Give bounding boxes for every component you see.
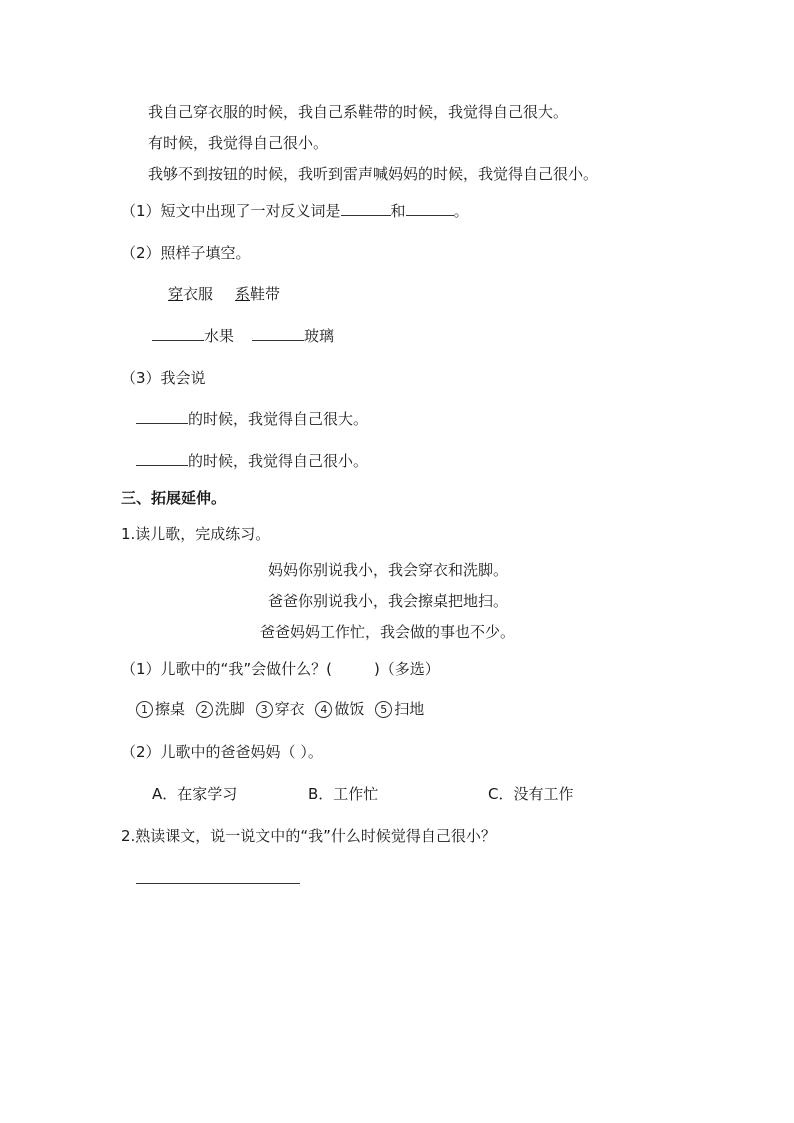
- poem-line-3: 爸爸妈妈工作忙，我会做的事也不少。: [260, 623, 516, 641]
- poem-line-1: 妈妈你别说我小，我会穿衣和洗脚。: [268, 561, 509, 579]
- option-4[interactable]: [315, 699, 364, 719]
- fill-row: [152, 326, 334, 346]
- option-5[interactable]: [375, 699, 424, 719]
- circled-number: 1: [136, 701, 153, 718]
- answer-blank[interactable]: [406, 201, 454, 216]
- question-1-mid: 和: [390, 202, 406, 220]
- circled-number: 2: [196, 701, 213, 718]
- task-1-question-1-prefix: （1）儿歌中的“我”会做什么？(: [121, 660, 332, 678]
- question-1-end: 。: [453, 202, 469, 220]
- example-1-verb: 穿: [168, 285, 184, 303]
- answer-line[interactable]: [136, 883, 300, 884]
- circled-number: 5: [375, 701, 392, 718]
- option-1[interactable]: [136, 699, 185, 719]
- example-row: [168, 284, 280, 304]
- question-3-line-2: [136, 451, 368, 471]
- option-label: 穿衣: [274, 700, 305, 718]
- question-2-title: （2）照样子填空。: [121, 244, 251, 262]
- question-3-line-2-text: 的时候，我觉得自己很小。: [188, 452, 369, 470]
- option-label: 扫地: [394, 700, 425, 718]
- answer-blank[interactable]: [341, 201, 391, 216]
- choice-c[interactable]: C．没有工作: [488, 785, 574, 803]
- option-2[interactable]: [196, 699, 245, 719]
- option-3[interactable]: [256, 699, 305, 719]
- choice-a[interactable]: A．在家学习: [152, 785, 238, 803]
- answer-blank[interactable]: [252, 326, 304, 341]
- poem-line-2: 爸爸你别说我小，我会擦桌把地扫。: [268, 592, 509, 610]
- options-row: [136, 699, 430, 719]
- circled-number: 3: [256, 701, 273, 718]
- question-1: [121, 201, 469, 221]
- question-3-title: （3）我会说: [121, 369, 206, 387]
- task-1-title: 1.读儿歌，完成练习。: [121, 525, 271, 543]
- option-label: 擦桌: [155, 700, 186, 718]
- task-1-question-1-suffix: )（多选）: [373, 660, 440, 678]
- answer-blank[interactable]: [136, 409, 188, 424]
- question-3-line-1-text: 的时候，我觉得自己很大。: [188, 410, 369, 428]
- section-3-title: 三、拓展延伸。: [121, 489, 227, 507]
- example-2-verb: 系: [235, 285, 251, 303]
- answer-blank[interactable]: [136, 451, 188, 466]
- task-1-question-1: [121, 659, 440, 679]
- option-label: 做饭: [334, 700, 365, 718]
- task-2-title: 2.熟读课文，说一说文中的“我”什么时候觉得自己很小？: [121, 827, 496, 845]
- choice-b[interactable]: B．工作忙: [308, 785, 379, 803]
- question-3-line-1: [136, 409, 368, 429]
- fill-1-word: 水果: [204, 327, 235, 345]
- circled-number: 4: [315, 701, 332, 718]
- fill-2-word: 玻璃: [304, 327, 335, 345]
- passage-line-2: 有时候，我觉得自己很小。: [148, 134, 329, 152]
- option-label: 洗脚: [214, 700, 245, 718]
- question-1-prefix: （1）短文中出现了一对反义词是: [121, 202, 341, 220]
- answer-blank[interactable]: [152, 326, 204, 341]
- example-1-rest: 衣服: [183, 285, 214, 303]
- example-2-rest: 鞋带: [250, 285, 281, 303]
- passage-line-3: 我够不到按钮的时候，我听到雷声喊妈妈的时候，我觉得自己很小。: [148, 165, 599, 183]
- passage-line-1: 我自己穿衣服的时候，我自己系鞋带的时候，我觉得自己很大。: [148, 103, 569, 121]
- task-1-question-2: （2）儿歌中的爸爸妈妈（ ）。: [121, 743, 323, 761]
